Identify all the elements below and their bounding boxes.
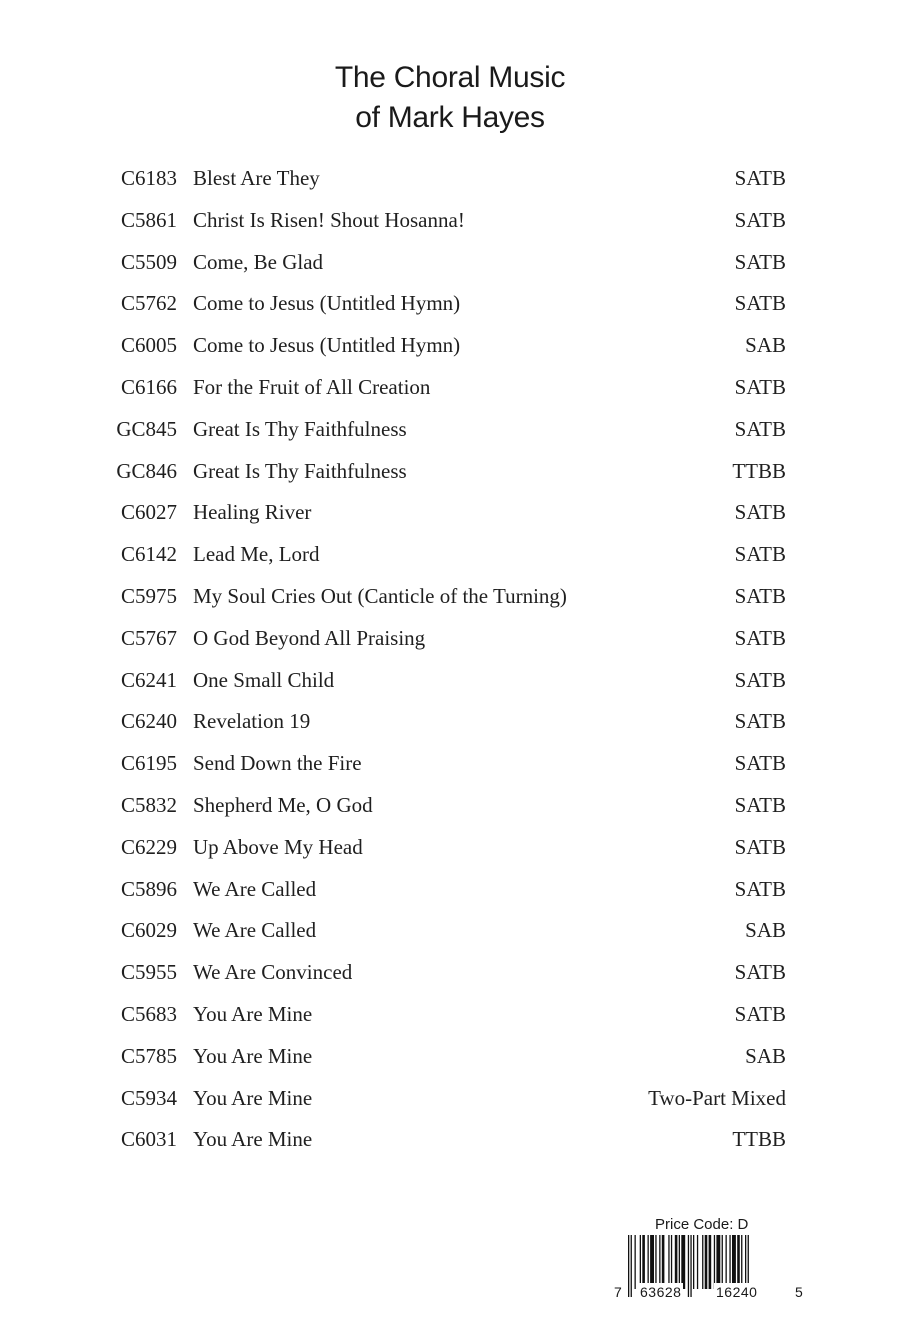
- barcode-bar: [659, 1235, 660, 1289]
- barcode-bar: [697, 1235, 698, 1289]
- catalog-title: Come, Be Glad: [193, 249, 324, 274]
- catalog-code: C5785: [120, 1043, 177, 1068]
- barcode-bar: [640, 1235, 641, 1289]
- catalog-row: [0, 576, 900, 618]
- catalog-row: [0, 910, 900, 952]
- barcode-bar: [709, 1235, 712, 1289]
- catalog-code: C5975: [120, 583, 177, 608]
- catalog-title: Shepherd Me, O God: [193, 792, 373, 817]
- catalog-title: We Are Convinced: [193, 960, 353, 985]
- catalog-voicing: SATB: [734, 960, 786, 985]
- catalog-voicing: SATB: [734, 291, 786, 316]
- catalog-code: C5509: [120, 249, 177, 274]
- catalog-code: C6031: [120, 1127, 177, 1152]
- catalog-title: Up Above My Head: [193, 834, 363, 859]
- catalog-code: C6241: [120, 667, 177, 692]
- catalog-voicing: SAB: [745, 333, 786, 358]
- catalog-title: We Are Called: [193, 876, 317, 901]
- catalog-voicing: SATB: [734, 500, 786, 525]
- catalog-code: C6142: [120, 542, 177, 567]
- catalog-row: [0, 785, 900, 827]
- page-title: [0, 58, 900, 138]
- catalog-code: C6166: [120, 374, 177, 399]
- catalog-title: You Are Mine: [193, 1127, 313, 1152]
- catalog-row: [0, 1078, 900, 1120]
- barcode-bar: [726, 1235, 727, 1289]
- barcode-bar: [729, 1235, 730, 1289]
- catalog-row: [0, 200, 900, 242]
- barcode-check-digit: 5: [795, 1284, 803, 1300]
- catalog-row: [0, 367, 900, 409]
- barcode-bar: [648, 1235, 649, 1289]
- catalog-row: [0, 952, 900, 994]
- barcode-bar: [668, 1235, 669, 1289]
- catalog-row: [0, 1119, 900, 1161]
- barcode-bar: [635, 1235, 636, 1289]
- barcode-bar: [688, 1235, 689, 1297]
- catalog-row: [0, 283, 900, 325]
- catalog-code: GC845: [116, 416, 177, 441]
- catalog-voicing: SATB: [734, 207, 786, 232]
- upc-barcode: [606, 1235, 806, 1301]
- price-code-label: Price Code: D: [655, 1216, 749, 1233]
- catalog-row: [0, 409, 900, 451]
- catalog-title: Lead Me, Lord: [193, 542, 320, 567]
- catalog-voicing: SATB: [734, 792, 786, 817]
- catalog-row: [0, 534, 900, 576]
- catalog-list: [0, 158, 900, 1161]
- catalog-code: C5762: [120, 291, 177, 316]
- catalog-title: You Are Mine: [193, 1043, 313, 1068]
- catalog-voicing: SAB: [745, 1043, 786, 1068]
- catalog-voicing: SATB: [734, 249, 786, 274]
- catalog-voicing: TTBB: [732, 458, 786, 483]
- catalog-title: You Are Mine: [193, 1085, 313, 1110]
- catalog-code: C6195: [120, 751, 177, 776]
- barcode-lead-digit: 7: [614, 1284, 622, 1300]
- catalog-row: [0, 701, 900, 743]
- barcode-left-digits: 63628: [640, 1284, 682, 1300]
- page-title-line-2: of Mark Hayes: [355, 101, 545, 134]
- catalog-voicing: SATB: [734, 374, 786, 399]
- barcode-bar: [741, 1235, 742, 1289]
- catalog-code: C6027: [120, 500, 177, 525]
- catalog-voicing: SATB: [734, 625, 786, 650]
- barcode-bar: [631, 1235, 632, 1297]
- barcode-bar: [722, 1235, 723, 1289]
- catalog-code: C6029: [120, 918, 177, 943]
- catalog-voicing: SATB: [734, 709, 786, 734]
- catalog-code: C6229: [120, 834, 177, 859]
- catalog-code: C5683: [120, 1001, 177, 1026]
- catalog-title: O God Beyond All Praising: [193, 625, 426, 650]
- catalog-row: [0, 325, 900, 367]
- catalog-voicing: SATB: [734, 542, 786, 567]
- catalog-code: C5832: [120, 792, 177, 817]
- catalog-code: GC846: [116, 458, 177, 483]
- barcode-bar: [702, 1235, 703, 1289]
- catalog-row: [0, 743, 900, 785]
- catalog-voicing: SATB: [734, 876, 786, 901]
- catalog-voicing: SATB: [734, 583, 786, 608]
- catalog-voicing: SATB: [734, 166, 786, 190]
- catalog-title: One Small Child: [193, 667, 335, 692]
- catalog-voicing: SATB: [734, 834, 786, 859]
- catalog-row: [0, 994, 900, 1036]
- catalog-code: C5934: [120, 1085, 177, 1110]
- catalog-voicing: SATB: [734, 416, 786, 441]
- catalog-row: [0, 660, 900, 702]
- catalog-row: [0, 827, 900, 869]
- catalog-title: For the Fruit of All Creation: [193, 374, 431, 399]
- catalog-row: [0, 492, 900, 534]
- catalog-row: [0, 451, 900, 493]
- catalog-title: You Are Mine: [193, 1001, 313, 1026]
- catalog-title: Send Down the Fire: [193, 751, 362, 776]
- barcode-bar: [671, 1235, 672, 1289]
- catalog-row: [0, 1036, 900, 1078]
- barcode-bar: [628, 1235, 629, 1297]
- catalog-code: C5767: [120, 625, 177, 650]
- barcode-bar: [679, 1235, 680, 1289]
- barcode-bar: [675, 1235, 678, 1289]
- barcode-bar: [693, 1235, 694, 1289]
- catalog-voicing: SATB: [734, 751, 786, 776]
- catalog-title: My Soul Cries Out (Canticle of the Turning): [193, 583, 567, 608]
- catalog-voicing: TTBB: [732, 1127, 786, 1152]
- catalog-voicing: SAB: [745, 918, 786, 943]
- catalog-title: Christ Is Risen! Shout Hosanna!: [193, 207, 465, 232]
- catalog-code: C5955: [120, 960, 177, 985]
- catalog-row: [0, 618, 900, 660]
- catalog-title: Healing River: [193, 500, 312, 525]
- barcode-bar: [662, 1235, 665, 1289]
- barcode-bar: [737, 1235, 740, 1289]
- catalog-title: Great Is Thy Faithfulness: [193, 416, 407, 441]
- catalog-title: Revelation 19: [193, 709, 311, 734]
- barcode-bar: [714, 1235, 715, 1289]
- barcode-bar: [681, 1235, 685, 1289]
- catalog-row: [0, 158, 900, 200]
- catalog-row: [0, 242, 900, 284]
- catalog-title: Blest Are They: [193, 166, 320, 190]
- catalog-code: C6183: [120, 166, 177, 190]
- catalog-code: C5896: [120, 876, 177, 901]
- barcode-bar: [716, 1235, 720, 1289]
- catalog-voicing: SATB: [734, 1001, 786, 1026]
- catalog-title: Great Is Thy Faithfulness: [193, 458, 407, 483]
- barcode-bar: [642, 1235, 645, 1289]
- catalog-code: C6005: [120, 333, 177, 358]
- barcode-bar: [655, 1235, 656, 1289]
- barcode-right-digits: 16240: [716, 1284, 758, 1300]
- page-title-line-1: The Choral Music: [334, 61, 566, 94]
- price-barcode-block: [606, 1215, 816, 1310]
- catalog-title: Come to Jesus (Untitled Hymn): [193, 333, 461, 358]
- barcode-bar: [705, 1235, 708, 1289]
- catalog-code: C5861: [120, 207, 177, 232]
- catalog-row: [0, 869, 900, 911]
- catalog-code: C6240: [120, 709, 177, 734]
- catalog-voicing: Two-Part Mixed: [648, 1085, 786, 1110]
- barcode-bar: [650, 1235, 654, 1289]
- catalog-voicing: SATB: [734, 667, 786, 692]
- catalog-title: We Are Called: [193, 918, 317, 943]
- barcode-bar: [732, 1235, 736, 1289]
- catalog-title: Come to Jesus (Untitled Hymn): [193, 291, 461, 316]
- barcode-bar: [690, 1235, 691, 1297]
